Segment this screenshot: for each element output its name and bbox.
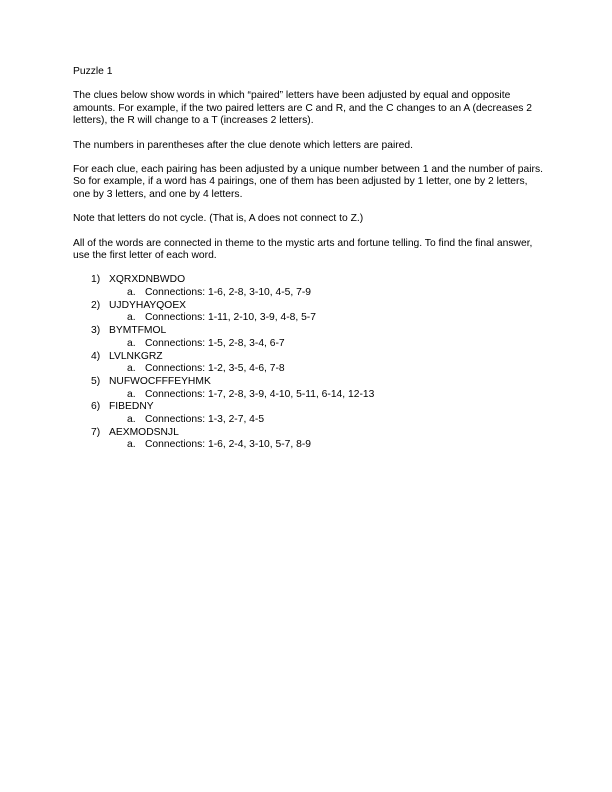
clue-number: 7)	[91, 426, 101, 438]
clue-number: 1)	[91, 274, 101, 286]
sub-item-marker: a.	[127, 363, 136, 375]
clue-number: 4)	[91, 350, 101, 362]
clue-word: AEXMODSNJL	[109, 426, 179, 438]
clue-item	[73, 401, 543, 426]
clue-connections: Connections: 1-2, 3-5, 4-6, 7-8	[145, 363, 285, 375]
document-page	[73, 66, 543, 452]
sub-item-marker: a.	[127, 413, 136, 425]
pairing-rule-paragraph: For each clue, each pairing has been adjusted by a unique number between 1 and the number of pairs. So for example, if a word has 4 pairings, one of them has been adjusted by 1 letter, one by 2 letters, one by 3 letters, and one by 4 letters.	[73, 164, 543, 200]
clue-list	[73, 274, 543, 452]
clue-item	[73, 427, 543, 452]
clue-number: 3)	[91, 325, 101, 337]
no-cycle-note: Note that letters do not cycle. (That is, A does not connect to Z.)	[73, 213, 364, 225]
clue-connections: Connections: 1-5, 2-8, 3-4, 6-7	[145, 337, 285, 349]
clue-word: UJDYHAYQOEX	[109, 299, 187, 311]
sub-item-marker: a.	[127, 388, 136, 400]
sub-item-marker: a.	[127, 312, 136, 324]
clue-connections: Connections: 1-7, 2-8, 3-9, 4-10, 5-11, 6-14, 12-13	[145, 388, 375, 400]
clue-connections: Connections: 1-6, 2-8, 3-10, 4-5, 7-9	[145, 287, 311, 299]
clue-word: BYMTFMOL	[109, 325, 167, 337]
sub-item-marker: a.	[127, 287, 136, 299]
clue-item	[73, 376, 543, 401]
clue-number: 2)	[91, 299, 101, 311]
clue-number: 6)	[91, 401, 101, 413]
parentheses-paragraph: The numbers in parentheses after the clue denote which letters are paired.	[73, 139, 413, 151]
clue-word: LVLNKGRZ	[109, 350, 163, 362]
puzzle-title: Puzzle 1	[73, 66, 113, 77]
clue-item	[73, 325, 543, 350]
clue-connections: Connections: 1-6, 2-4, 3-10, 5-7, 8-9	[145, 439, 311, 451]
clue-word: FIBEDNY	[109, 401, 154, 413]
clue-number: 5)	[91, 375, 101, 387]
clue-item	[73, 351, 543, 376]
clue-item	[73, 274, 543, 299]
clue-word: XQRXDNBWDO	[109, 274, 186, 286]
sub-item-marker: a.	[127, 337, 136, 349]
sub-item-marker: a.	[127, 439, 136, 451]
clue-word: NUFWOCFFFEYHMK	[109, 375, 211, 387]
clue-connections: Connections: 1-11, 2-10, 3-9, 4-8, 5-7	[145, 312, 316, 324]
theme-paragraph: All of the words are connected in theme to the mystic arts and fortune telling. To find the final answer, use the first letter of each word.	[73, 237, 533, 261]
intro-paragraph: The clues below show words in which “paired” letters have been adjusted by equal and opposite amounts. For example, if the two paired letters are C and R, and the C changes to an A (decreases 2 letters), the R will change to a T (increases 2 letters).	[73, 90, 533, 127]
clue-connections: Connections: 1-3, 2-7, 4-5	[145, 413, 265, 425]
clue-item	[73, 300, 543, 325]
